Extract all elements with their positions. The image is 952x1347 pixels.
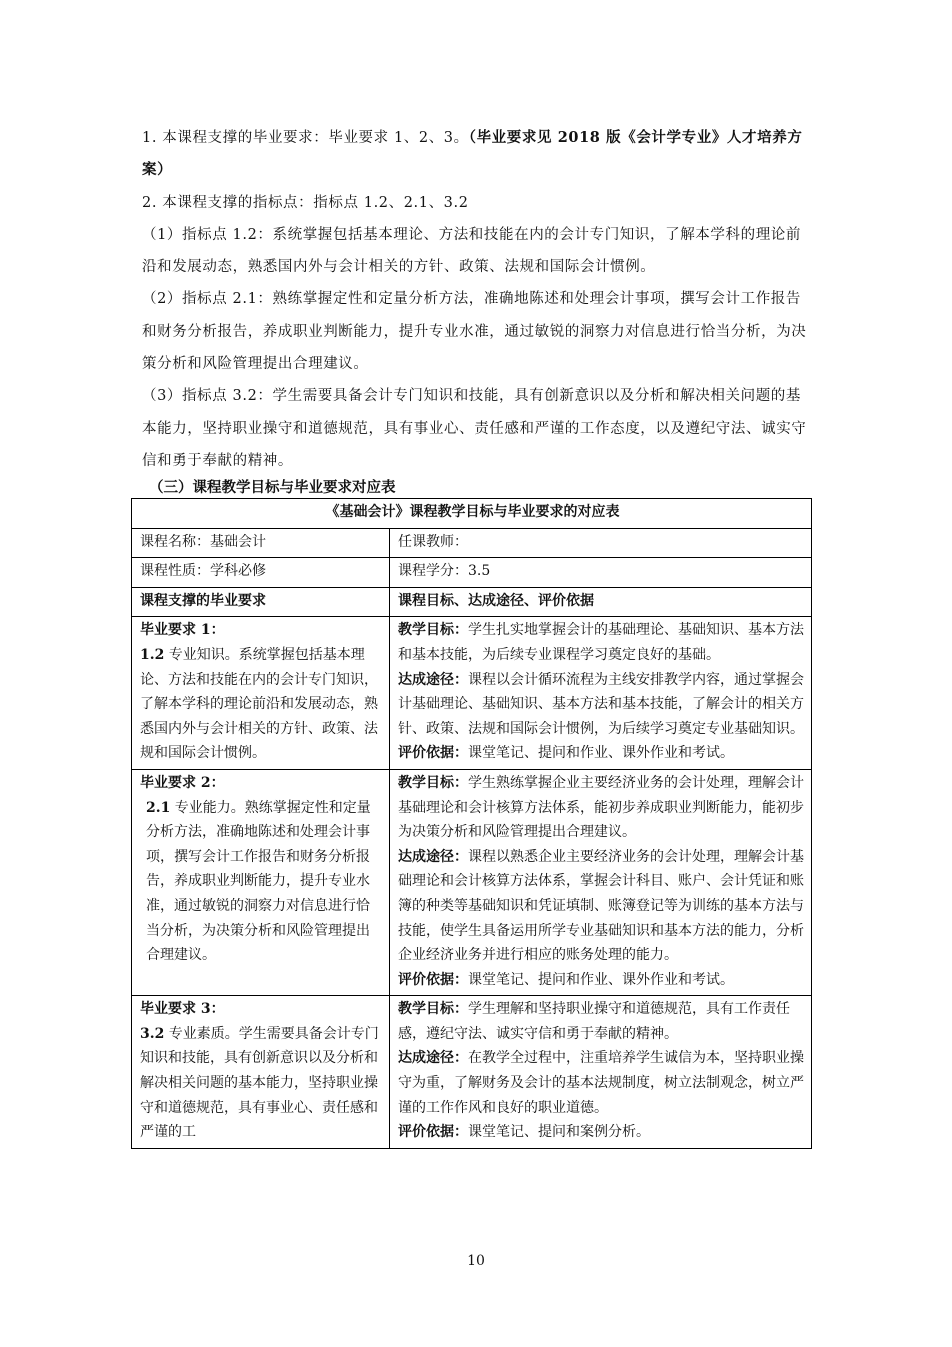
table-info-row [132,528,812,558]
evaluation-basis-text: 课堂笔记、提问和案例分析。 [468,1124,650,1141]
evaluation-basis-text: 课堂笔记、提问和作业、课外作业和考试。 [468,971,734,988]
achievement-path-label: 达成途径： [398,1050,468,1067]
requirement-text: 专业素质。学生需要具备会计专门知识和技能，具有创新意识以及分析和解决相关问题的基本能力，坚持职业操守和道德规范，具有事业心、责任感和严谨的工 [140,1025,379,1141]
requirement-text: 专业能力。熟练掌握定性和定量分析方法，准确地陈述和处理会计事项，撰写会计工作报告和财务分析报告，养成职业判断能力，提升专业水准，通过敏锐的洞察力对信息进行恰当分析，为决策分析和风险管理提出合理建议。 [146,799,371,964]
achievement-path-label: 达成途径： [398,848,468,865]
evaluation-basis-label: 评价依据： [398,971,468,988]
achievement-path [398,845,805,968]
indicator-1-2-paragraph: （1）指标点 1.2：系统掌握包括基本理论、方法和技能在内的会计专门知识，了解本学科的理论前沿和发展动态，熟悉国内外与会计相关的方针、政策、法规和国际会计惯例。 [142,226,801,276]
achievement-path-text: 课程以熟悉企业主要经济业务的会计处理，理解会计基础理论和会计核算方法体系，掌握会计科目、账户、会计凭证和账簿的种类等基础知识和凭证填制、账簿登记等为训练的基本方法与技能，使学生具备运用所学专业基础知识和基本方法的能力，分析企业经济业务并进行相应的账务处理的能力。 [398,848,804,964]
requirement-description [140,796,383,968]
table-row [132,769,812,995]
teaching-goal-label: 教学目标： [398,622,468,639]
teaching-goal-text: 学生扎实地掌握会计的基础理论、基础知识、基本方法和基本技能，为后续专业课程学习奠定良好的基础。 [398,622,804,663]
evaluation-basis [398,968,805,993]
table-row [132,617,812,770]
evaluation-basis [398,1120,805,1145]
requirement-cell [132,617,390,770]
requirement-description [140,1022,383,1145]
table-title: 《基础会计》课程教学目标与毕业要求的对应表 [132,499,812,529]
course-credit-cell: 课程学分：3.5 [390,558,812,588]
teaching-goal-text: 学生理解和坚持职业操守和道德规范，具有工作责任感，遵纪守法、诚实守信和勇于奉献的精神。 [398,1001,790,1042]
requirement-text: 专业知识。系统掌握包括基本理论、方法和技能在内的会计专门知识，了解本学科的理论前沿和发展动态，熟悉国内外与会计相关的方针、政策、法规和国际会计惯例。 [140,646,378,762]
goals-cell [390,996,812,1149]
mapping-table [131,498,812,1149]
indicator-3-2-paragraph: （3）指标点 3.2：学生需要具备会计专门知识和技能，具有创新意识以及分析和解决相关问题的基本能力，坚持职业操守和道德规范，具有事业心、责任感和严谨的工作态度，以及遵纪守法、诚实守信和勇于奉献的精神。 [142,388,807,469]
course-nature-cell: 课程性质：学科必修 [132,558,390,588]
table-title-row [132,499,812,529]
goals-cell [390,617,812,770]
evaluation-basis-label: 评价依据： [398,745,468,762]
requirement-title: 毕业要求 1： [140,622,225,639]
course-name-cell: 课程名称：基础会计 [132,528,390,558]
teaching-goal [398,618,805,667]
requirement-cell [132,996,390,1149]
column-header-goals: 课程目标、达成途径、评价依据 [390,587,812,617]
evaluation-basis-text: 课堂笔记、提问和作业、课外作业和考试。 [468,745,734,762]
achievement-path-text: 课程以会计循环流程为主线安排教学内容，通过掌握会计基础理论、基础知识、基本方法和基本技能，了解会计的相关方针、政策、法规和国际会计惯例，为后续学习奠定专业基础知识。 [398,671,804,737]
indicator-2-1-paragraph: （2）指标点 2.1：熟练掌握定性和定量分析方法，准确地陈述和处理会计事项，撰写会计工作报告和财务分析报告，养成职业判断能力，提升专业水准，通过敏锐的洞察力对信息进行恰当分析，为决策分析和风险管理提出合理建议。 [142,291,807,373]
support-requirements-note: （毕业要求见 2018 版《会计学专业》人才培养方案） [142,129,803,179]
teaching-goal-text: 学生熟练掌握企业主要经济业务的会计处理，理解会计基础理论和会计核算方法体系，能初步养成职业判断能力，能初步为决策分析和风险管理提出合理建议。 [398,774,804,841]
requirement-cell [132,769,390,995]
table-header-row [132,587,812,617]
requirement-title: 毕业要求 2： [140,774,225,791]
achievement-path [398,668,805,742]
achievement-path-text: 在教学全过程中，注重培养学生诚信为本，坚持职业操守为重，了解财务及会计的基本法规制度，树立法制观念，树立严谨的工作作风和良好的职业道德。 [398,1050,804,1116]
intro-text [142,122,810,477]
indicator-number: 2.1 [146,799,171,816]
table-row [132,996,812,1149]
table-info-row [132,558,812,588]
indicator-number: 1.2 [140,646,165,663]
achievement-path-label: 达成途径： [398,671,468,688]
teaching-goal-label: 教学目标： [398,774,468,791]
requirement-title: 毕业要求 3： [140,1001,225,1018]
indicator-number: 3.2 [140,1025,165,1042]
column-header-requirements: 课程支撑的毕业要求 [132,587,390,617]
achievement-path [398,1046,805,1120]
intro-paragraph-1 [142,122,810,187]
requirement-description [140,643,383,766]
goals-cell [390,769,812,995]
teaching-goal-label: 教学目标： [398,1001,468,1018]
evaluation-basis [398,741,805,766]
support-requirements-text: 1. 本课程支撑的毕业要求：毕业要求 1、2、3。 [142,130,469,146]
evaluation-basis-label: 评价依据： [398,1124,468,1141]
teaching-goal [398,771,805,845]
intro-paragraph-2: 2. 本课程支撑的指标点：指标点 1.2、2.1、3.2 [142,194,469,211]
page-number: 10 [467,1253,485,1269]
section-title: （三）课程教学目标与毕业要求对应表 [149,479,396,496]
teaching-goal [398,997,805,1046]
teacher-cell: 任课教师： [390,528,812,558]
